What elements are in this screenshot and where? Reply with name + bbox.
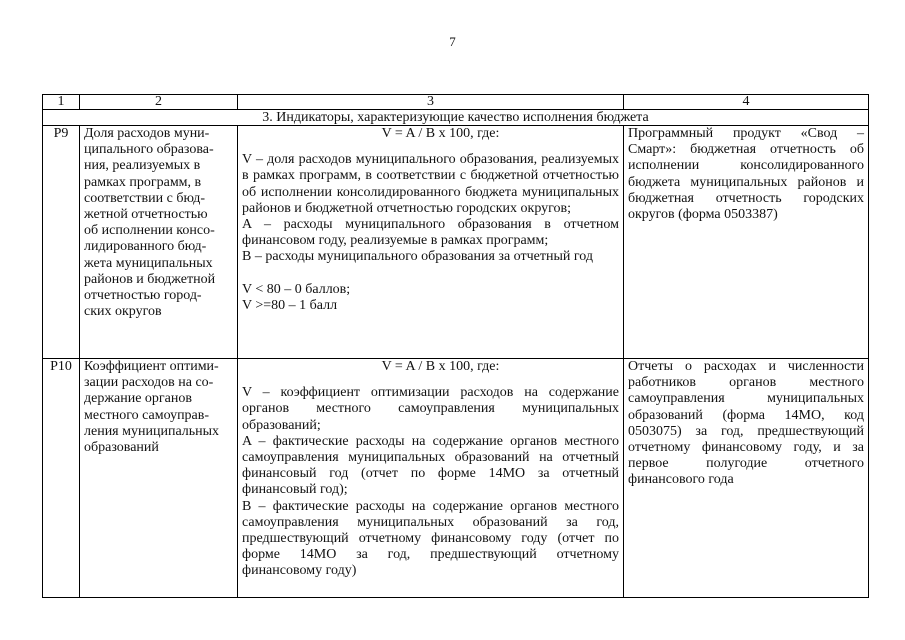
section-row: [43, 110, 869, 126]
data-source-text: Отчеты о расходах и численности работников органов местного самоуправления муниципальных образований (форма 14МО, код 0503075) за год, предшествующий отчетному финансовому году, и за первое полугодие отчетного финансового года: [628, 359, 864, 488]
indicator-name-line: местного самоуправ-: [84, 407, 210, 423]
indicator-name-line: соответствии с бюд-: [84, 190, 205, 206]
formula: V = A / B x 100, где:: [381, 126, 500, 141]
indicator-name-line: Доля расходов муни-: [84, 126, 210, 141]
page-number: 7: [449, 34, 456, 49]
indicator-name-line: ских округов: [84, 304, 162, 320]
variable-definition: B – расходы муниципального образования за отчетный год: [242, 249, 593, 265]
calculation-method: [238, 126, 624, 359]
indicator-name-line: об исполнении консо-: [84, 223, 215, 239]
calculation-method: [238, 359, 624, 598]
indicator-name: [80, 359, 238, 598]
indicator-name-line: районов и бюджетной: [84, 271, 216, 287]
indicator-name-line: держание органов: [84, 391, 192, 407]
data-source: [624, 126, 869, 359]
variable-definition: A – фактические расходы на содержание органов местного самоуправления муниципальных образований на отчетный финансовый год (отчет по форме 14МО за отчетный финансовый год);: [242, 433, 619, 498]
indicator-name-line: отчетностью город-: [84, 288, 202, 304]
indicator-name-line: образований: [84, 440, 159, 456]
section-title: 3. Индикаторы, характеризующие качество исполнения бюджета: [43, 110, 869, 126]
indicator-name-line: ления муниципальных: [84, 423, 220, 439]
variable-definition: A – расходы муниципального образования в отчетном финансовом году, реализуемые в рамках программ;: [242, 217, 619, 249]
data-source: [624, 359, 869, 598]
indicator-name-line: Коэффициент оптими-: [84, 359, 219, 374]
data-source-text: Программный продукт «Свод – Смарт»: бюджетная отчетность об исполнении консолидированного бюджета муниципальных районов и бюджетная отчетность городских округов (форма 0503387): [628, 126, 864, 223]
variable-definition: B – фактические расходы на содержание органов местного самоуправления муниципальных образований за год, предшествующий отчетному финансовому году (отчет по форме 14МО за год, предшествующий отчетному финансовому году): [242, 498, 619, 579]
column-header-4: 4: [624, 95, 869, 110]
variable-definition: V – коэффициент оптимизации расходов на содержание органов местного самоуправления муниципальных образований;: [242, 385, 619, 433]
indicator-name: [80, 126, 238, 359]
variable-definition: V – доля расходов муниципального образования, реализуемых в рамках программ, в соответствии с бюджетной отчетностью об исполнении консолидированного бюджета муниципальных районов и бюджетной отчетностью городских округов;: [242, 152, 619, 216]
scoring-rule: V >=80 – 1 балл: [242, 297, 338, 313]
column-header-2: 2: [80, 95, 238, 110]
formula: V = A / B x 100, где:: [381, 359, 500, 374]
indicator-code: P10: [43, 359, 80, 598]
indicator-code: P9: [43, 126, 80, 359]
indicators-table: [42, 94, 869, 598]
column-header-3: 3: [238, 95, 624, 110]
indicator-name-line: ципального образова-: [84, 142, 214, 158]
column-number-row: [43, 95, 869, 110]
indicator-name-line: зации расходов на со-: [84, 375, 214, 391]
indicator-name-line: рамках программ, в: [84, 174, 202, 190]
indicator-name-line: лидированного бюд-: [84, 239, 207, 255]
column-header-1: 1: [43, 95, 80, 110]
indicator-name-line: жета муниципальных: [84, 255, 213, 271]
indicator-row-p10: [43, 359, 869, 598]
indicator-name-line: ния, реализуемых в: [84, 158, 201, 174]
scoring-rule: V < 80 – 0 баллов;: [242, 281, 351, 297]
indicator-row-p9: [43, 126, 869, 359]
indicator-name-line: жетной отчетностью: [84, 207, 208, 223]
